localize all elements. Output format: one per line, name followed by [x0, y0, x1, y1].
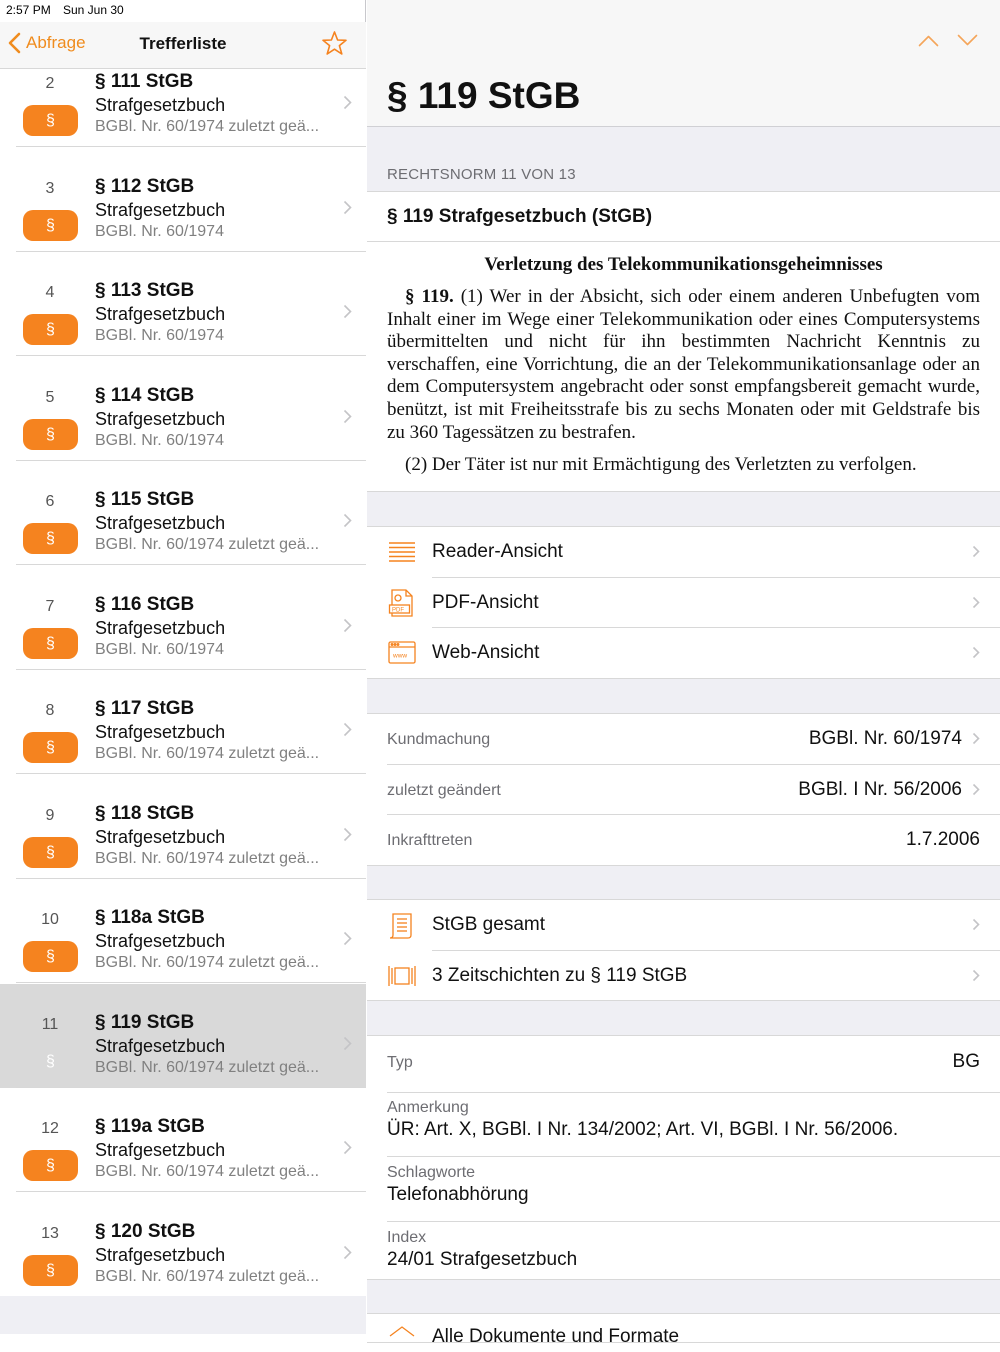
chevron-right-icon: [972, 783, 980, 796]
norm-card: [367, 191, 1000, 492]
chevron-right-icon: [343, 827, 352, 842]
svg-text:www: www: [393, 652, 408, 660]
result-number: 3: [45, 179, 55, 197]
results-list[interactable]: [0, 69, 366, 1334]
zeitschichten-row[interactable]: [367, 951, 1000, 1002]
result-subtitle: Strafgesetzbuch: [95, 304, 226, 324]
paragraph-badge: §: [23, 419, 78, 450]
prev-next-controls: [918, 34, 978, 47]
results-title: Trefferliste: [139, 34, 227, 53]
chevron-right-icon: [343, 409, 352, 424]
paragraph-marker: § 119.: [405, 286, 454, 307]
chevron-right-icon: [343, 1140, 352, 1155]
result-row[interactable]: [0, 984, 366, 1088]
result-meta: BGBl. Nr. 60/1974: [95, 222, 224, 240]
result-subtitle: Strafgesetzbuch: [95, 722, 226, 742]
results-navbar: [0, 22, 366, 69]
paragraph-badge: §: [23, 732, 78, 763]
pdf-view-label: PDF-Ansicht: [432, 591, 539, 613]
chevron-right-icon: [343, 1036, 352, 1051]
result-row[interactable]: [0, 1193, 366, 1297]
result-title: § 119 StGB: [95, 1011, 195, 1033]
result-subtitle: Strafgesetzbuch: [95, 199, 226, 220]
result-row[interactable]: [0, 148, 366, 252]
result-title: § 111 StGB: [95, 71, 194, 92]
result-subtitle: Strafgesetzbuch: [95, 513, 226, 533]
result-subtitle: Strafgesetzbuch: [95, 617, 226, 638]
paragraph-badge: §: [23, 1255, 78, 1286]
schlagworte-label: Schlagworte: [387, 1164, 476, 1181]
index-label: Index: [387, 1229, 427, 1246]
reader-icon: [387, 538, 417, 566]
kundmachung-value: BGBl. Nr. 60/1974: [808, 728, 962, 749]
chevron-right-icon: [972, 596, 980, 609]
result-number: 13: [41, 1224, 59, 1242]
result-number: 9: [45, 806, 55, 824]
result-subtitle: Strafgesetzbuch: [95, 1035, 226, 1056]
result-meta: BGBl. Nr. 60/1974 zuletzt geä...: [95, 1163, 320, 1180]
paragraph-badge: §: [23, 1150, 78, 1181]
paragraph-badge: §: [23, 314, 78, 345]
chevron-up-icon[interactable]: [918, 34, 939, 47]
result-meta: BGBl. Nr. 60/1974 zuletzt geä...: [95, 536, 320, 553]
chevron-right-icon: [343, 931, 352, 946]
chevron-right-icon: [972, 545, 980, 558]
result-meta: BGBl. Nr. 60/1974 zuletzt geä...: [95, 954, 320, 971]
result-row[interactable]: [0, 670, 366, 774]
result-subtitle: Strafgesetzbuch: [95, 1244, 226, 1265]
paragraph-badge: §: [23, 628, 78, 659]
result-number: 2: [45, 75, 55, 92]
result-row[interactable]: [0, 461, 366, 565]
back-button-label: Abfrage: [26, 33, 86, 52]
all-documents-row[interactable]: [367, 1314, 1000, 1347]
web-icon: [387, 639, 417, 667]
status-time: 2:57 PM: [6, 3, 51, 17]
chevron-right-icon: [343, 200, 352, 215]
result-subtitle: Strafgesetzbuch: [95, 408, 226, 429]
favorite-star-icon[interactable]: [321, 30, 348, 57]
paragraph-badge: §: [46, 1052, 55, 1070]
result-number: 8: [45, 702, 55, 719]
chevron-right-icon: [972, 646, 980, 659]
index-value: 24/01 Strafgesetzbuch: [387, 1249, 578, 1270]
paragraph-1-text: (1) Wer in der Absicht, sich oder einem anderen Unbefugten vom Inhalt einer im Wege einer Telekommunikation oder eines Computersystems übermittelten und nicht für ihn bestimmten Nachricht Kenntnis zu verschaffen, eine Vorrichtung, die an der Telekommunikationsanlage oder an dem Computersystem angebracht oder sonst empfangsbereit gemacht wurde, benützt, ist mit Freiheitsstrafe bis zu sechs Monaten oder mit Geldstrafe bis zu 360 Tagessätzen zu bestrafen.: [387, 286, 981, 443]
result-number: 6: [45, 493, 55, 510]
chevron-right-icon: [972, 918, 980, 931]
timeline-icon: [387, 962, 417, 990]
result-title: § 116 StGB: [95, 593, 195, 615]
paragraph-badge: §: [23, 837, 78, 868]
result-subtitle: Strafgesetzbuch: [95, 826, 226, 847]
norm-title: § 119 Strafgesetzbuch (StGB): [367, 192, 1000, 242]
geaendert-row[interactable]: [367, 765, 1000, 816]
page-title: § 119 StGB: [387, 75, 581, 116]
results-pane: [0, 0, 366, 1334]
document-icon: [387, 911, 417, 939]
kundmachung-row[interactable]: [367, 714, 1000, 765]
result-number: 4: [45, 284, 55, 301]
web-view-row[interactable]: [367, 628, 1000, 679]
typ-row: [367, 1036, 1000, 1093]
result-title: § 114 StGB: [95, 384, 195, 406]
chevron-right-icon: [343, 513, 352, 528]
geaendert-label: zuletzt geändert: [387, 781, 501, 799]
result-title: § 117 StGB: [95, 698, 195, 719]
legal-paragraph-2: (2) Der Täter ist nur mit Ermächtigung des Verletzten zu verfolgen.: [405, 454, 917, 476]
paragraph-badge: §: [23, 105, 78, 136]
anmerkung-value: ÜR: Art. X, BGBl. I Nr. 134/2002; Art. VI, BGBl. I Nr. 56/2006.: [387, 1119, 899, 1140]
inkraft-row: [367, 815, 1000, 866]
index-row: [367, 1222, 1000, 1280]
stgb-gesamt-label: StGB gesamt: [432, 914, 545, 935]
result-title: § 112 StGB: [95, 175, 195, 197]
paragraph-badge: §: [23, 523, 78, 554]
result-row[interactable]: [0, 775, 366, 879]
result-number: 10: [41, 911, 59, 928]
legal-paragraph-1: [387, 286, 980, 444]
result-meta: BGBl. Nr. 60/1974 zuletzt geä...: [95, 1058, 320, 1076]
result-title: § 118 StGB: [95, 802, 195, 824]
chevron-down-icon[interactable]: [957, 34, 978, 47]
chevron-right-icon: [972, 969, 980, 982]
metadata-card: [367, 713, 1000, 866]
result-meta: BGBl. Nr. 60/1974 zuletzt geä...: [95, 745, 320, 762]
result-title: § 113 StGB: [95, 280, 195, 301]
schlagworte-row: [367, 1157, 1000, 1222]
chevron-right-icon: [343, 304, 352, 319]
list-footer: [0, 1296, 366, 1334]
chevron-right-icon: [343, 722, 352, 737]
stgb-gesamt-row[interactable]: [367, 900, 1000, 951]
chevron-right-icon: [972, 732, 980, 745]
folder-icon: [387, 1324, 417, 1352]
all-documents-card: [367, 1313, 1000, 1347]
result-meta: BGBl. Nr. 60/1974 zuletzt geä...: [95, 118, 320, 135]
status-date: Sun Jun 30: [63, 3, 124, 17]
result-subtitle: Strafgesetzbuch: [95, 95, 226, 115]
anmerkung-row: [367, 1093, 1000, 1157]
schlagworte-value: Telefonabhörung: [387, 1184, 529, 1205]
result-number: 12: [41, 1120, 59, 1137]
legal-heading: Verletzung des Telekommunikationsgeheimnisses: [484, 254, 883, 275]
typ-label: Typ: [387, 1054, 413, 1071]
anmerkung-label: Anmerkung: [387, 1099, 469, 1116]
pdf-icon: [387, 589, 417, 617]
detail-header: [367, 0, 1000, 127]
inkraft-value: 1.7.2006: [906, 829, 980, 850]
kundmachung-label: Kundmachung: [387, 731, 491, 748]
result-row[interactable]: [0, 252, 366, 356]
zeitschichten-label: 3 Zeitschichten zu § 119 StGB: [432, 964, 688, 986]
inkraft-label: Inkrafttreten: [387, 832, 473, 849]
typ-value: BG: [952, 1051, 980, 1072]
paragraph-badge: §: [23, 210, 78, 241]
result-number: 7: [45, 597, 55, 615]
result-title: § 119a StGB: [95, 1116, 205, 1137]
result-number: 5: [45, 388, 55, 406]
chevron-right-icon: [343, 1245, 352, 1260]
result-meta: BGBl. Nr. 60/1974 zuletzt geä...: [95, 849, 320, 867]
result-meta: BGBl. Nr. 60/1974 zuletzt geä...: [95, 1267, 320, 1285]
geaendert-value: BGBl. I Nr. 56/2006: [798, 778, 962, 800]
result-subtitle: Strafgesetzbuch: [95, 1140, 226, 1160]
info-card: [367, 1035, 1000, 1280]
chevron-right-icon: [343, 95, 352, 110]
result-meta: BGBl. Nr. 60/1974: [95, 640, 224, 658]
result-title: § 120 StGB: [95, 1220, 196, 1242]
views-card: [367, 526, 1000, 679]
web-view-label: Web-Ansicht: [432, 642, 540, 663]
result-meta: BGBl. Nr. 60/1974: [95, 431, 224, 449]
reader-view-row[interactable]: [367, 527, 1000, 578]
result-row[interactable]: [0, 566, 366, 670]
result-row[interactable]: [0, 357, 366, 461]
all-documents-label: Alle Dokumente und Formate: [432, 1326, 680, 1347]
legal-text: [367, 242, 1000, 477]
reader-view-label: Reader-Ansicht: [432, 541, 563, 562]
result-title: § 115 StGB: [95, 489, 195, 510]
pdf-view-row[interactable]: [367, 578, 1000, 629]
result-meta: BGBl. Nr. 60/1974: [95, 327, 224, 344]
section-header: RECHTSNORM 11 VON 13: [387, 166, 576, 183]
svg-text:PDF: PDF: [392, 607, 404, 613]
result-subtitle: Strafgesetzbuch: [95, 931, 226, 951]
links-card: [367, 899, 1000, 1001]
result-row[interactable]: [0, 879, 366, 983]
detail-pane: [367, 0, 1000, 1347]
result-number: 11: [41, 1015, 59, 1033]
paragraph-badge: §: [23, 941, 78, 972]
result-row[interactable]: [0, 1088, 366, 1192]
chevron-right-icon: [343, 618, 352, 633]
result-title: § 118a StGB: [95, 907, 205, 928]
